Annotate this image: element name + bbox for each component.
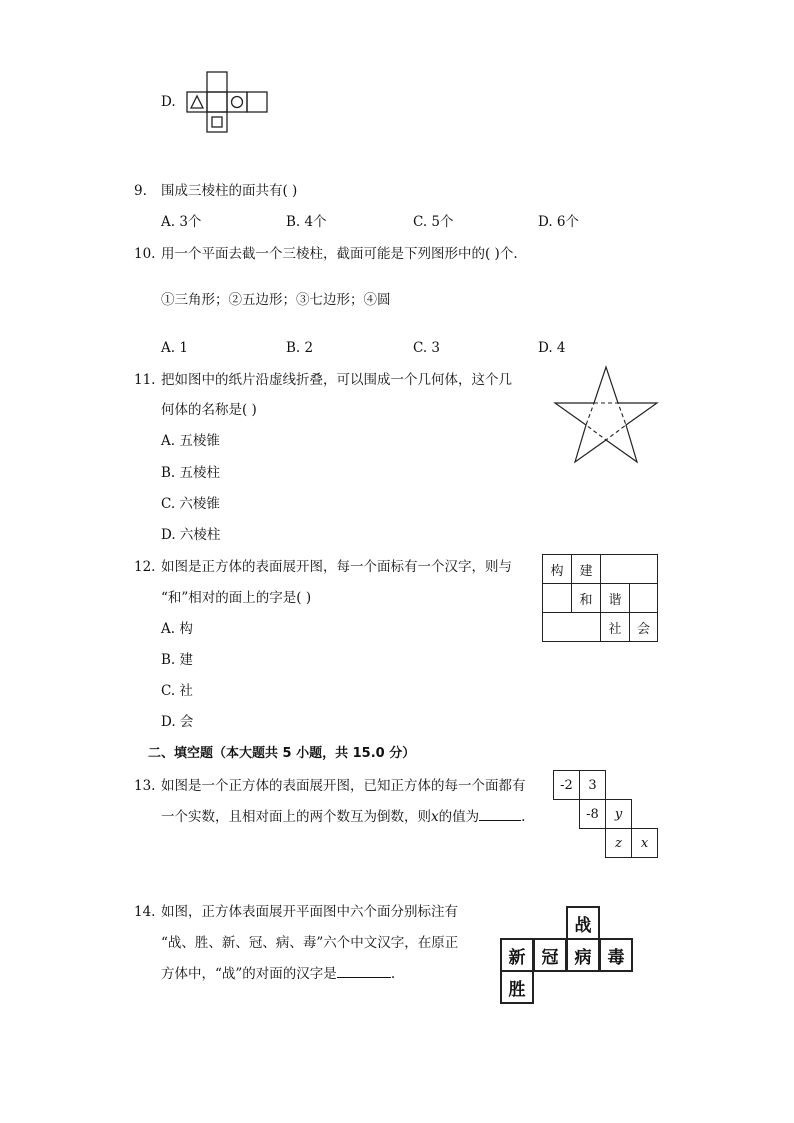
star-net-icon bbox=[553, 365, 659, 465]
q14-stem-text: 方体中，“战”的对面的汉字是 bbox=[161, 966, 337, 982]
net-cell: x bbox=[631, 828, 658, 858]
q10-option-c[interactable]: C. 3 bbox=[413, 340, 441, 356]
square-icon bbox=[212, 117, 222, 127]
q13-number: 13. bbox=[134, 778, 156, 794]
q9-option-c[interactable]: C. 5个 bbox=[413, 214, 454, 230]
q12-number: 12. bbox=[134, 559, 156, 575]
q11-option-d[interactable]: D. 六棱柱 bbox=[161, 527, 221, 543]
net-cell: 和 bbox=[571, 583, 601, 613]
q11-option-b[interactable]: B. 五棱柱 bbox=[161, 465, 221, 481]
q13-cube-net bbox=[553, 770, 659, 858]
q12-stem-line1: 如图是正方体的表面展开图，每一个面标有一个汉字，则与 bbox=[161, 559, 512, 575]
q11-star-figure bbox=[553, 365, 659, 465]
net-cell: 谐 bbox=[600, 583, 630, 613]
q10-stem: 用一个平面去截一个三棱柱，截面可能是下列图形中的( )个. bbox=[161, 246, 518, 262]
q12-option-b[interactable]: B. 建 bbox=[161, 652, 194, 668]
q13-stem-end: . bbox=[521, 809, 526, 825]
net-cell-empty bbox=[542, 583, 572, 613]
q12-cube-net bbox=[542, 554, 658, 642]
net-cell: 新 bbox=[500, 938, 534, 972]
net-cell: y bbox=[605, 799, 632, 829]
net-cell: 建 bbox=[571, 554, 601, 584]
q13-stem-line1: 如图是一个正方体的表面展开图，已知正方体的每一个面都有 bbox=[161, 778, 526, 794]
q12-stem-line2: “和”相对的面上的字是( ) bbox=[161, 590, 312, 606]
net-cell: 胜 bbox=[500, 970, 534, 1004]
q10-subitems: ①三角形；②五边形；③七边形；④圆 bbox=[161, 292, 391, 308]
q13-stem-line2 bbox=[161, 808, 525, 826]
net-cell: 毒 bbox=[599, 938, 633, 972]
q8-option-d-net bbox=[186, 71, 270, 133]
q14-number: 14. bbox=[134, 904, 156, 920]
q13-answer-blank[interactable] bbox=[479, 808, 521, 821]
net-cell: 病 bbox=[566, 938, 600, 972]
q10-option-b[interactable]: B. 2 bbox=[286, 340, 314, 356]
q14-cube-net bbox=[500, 906, 634, 1004]
q9-option-d[interactable]: D. 6个 bbox=[538, 214, 580, 230]
net-cell: 社 bbox=[600, 612, 630, 642]
net-cell-empty bbox=[600, 554, 658, 584]
q14-stem-line3 bbox=[161, 965, 395, 983]
q14-stem-line2: “战、胜、新、冠、病、毒”六个中文汉字，在原正 bbox=[161, 935, 459, 951]
q11-stem-line2: 何体的名称是( ) bbox=[161, 402, 257, 418]
q9-stem: 围成三棱柱的面共有( ) bbox=[161, 183, 298, 199]
q12-option-d[interactable]: D. 会 bbox=[161, 714, 194, 730]
circle-icon bbox=[232, 97, 243, 108]
cube-net-figure bbox=[186, 71, 270, 133]
q14-stem-end: . bbox=[390, 966, 396, 982]
net-cell-empty bbox=[542, 612, 601, 642]
q14-answer-blank[interactable] bbox=[337, 965, 391, 978]
q9-number: 9. bbox=[134, 183, 147, 199]
q13-variable-x: x bbox=[431, 809, 439, 825]
q10-number: 10. bbox=[134, 246, 156, 262]
q11-option-a[interactable]: A. 五棱锥 bbox=[161, 433, 220, 449]
net-cell: 冠 bbox=[533, 938, 567, 972]
q11-option-c[interactable]: C. 六棱锥 bbox=[161, 496, 220, 512]
net-cell: 构 bbox=[542, 554, 572, 584]
net-cell: z bbox=[605, 828, 632, 858]
net-cell: -8 bbox=[579, 799, 606, 829]
q11-stem-line1: 把如图中的纸片沿虚线折叠，可以围成一个几何体，这个几 bbox=[161, 372, 512, 388]
q13-stem-text-a: 一个实数，且相对面上的两个数互为倒数，则 bbox=[161, 809, 431, 825]
net-cell-empty bbox=[629, 583, 658, 613]
q9-option-a[interactable]: A. 3个 bbox=[161, 214, 202, 230]
q10-option-a[interactable]: A. 1 bbox=[161, 340, 188, 356]
q11-number: 11. bbox=[134, 372, 156, 388]
q12-option-a[interactable]: A. 构 bbox=[161, 621, 193, 637]
net-cell: 3 bbox=[579, 770, 606, 800]
triangle-icon bbox=[191, 96, 203, 108]
q8-option-d-label: D. bbox=[161, 94, 176, 110]
net-cell: 战 bbox=[566, 906, 600, 940]
section-heading: 二、填空题（本大题共 5 小题，共 15.0 分） bbox=[148, 746, 416, 761]
q13-stem-text-b: 的值为 bbox=[438, 809, 480, 825]
q12-option-c[interactable]: C. 社 bbox=[161, 683, 193, 699]
q10-option-d[interactable]: D. 4 bbox=[538, 340, 566, 356]
q14-stem-line1: 如图，正方体表面展开平面图中六个面分别标注有 bbox=[161, 904, 458, 920]
net-cell: -2 bbox=[553, 770, 580, 800]
q9-option-b[interactable]: B. 4个 bbox=[286, 214, 327, 230]
net-cell: 会 bbox=[629, 612, 658, 642]
